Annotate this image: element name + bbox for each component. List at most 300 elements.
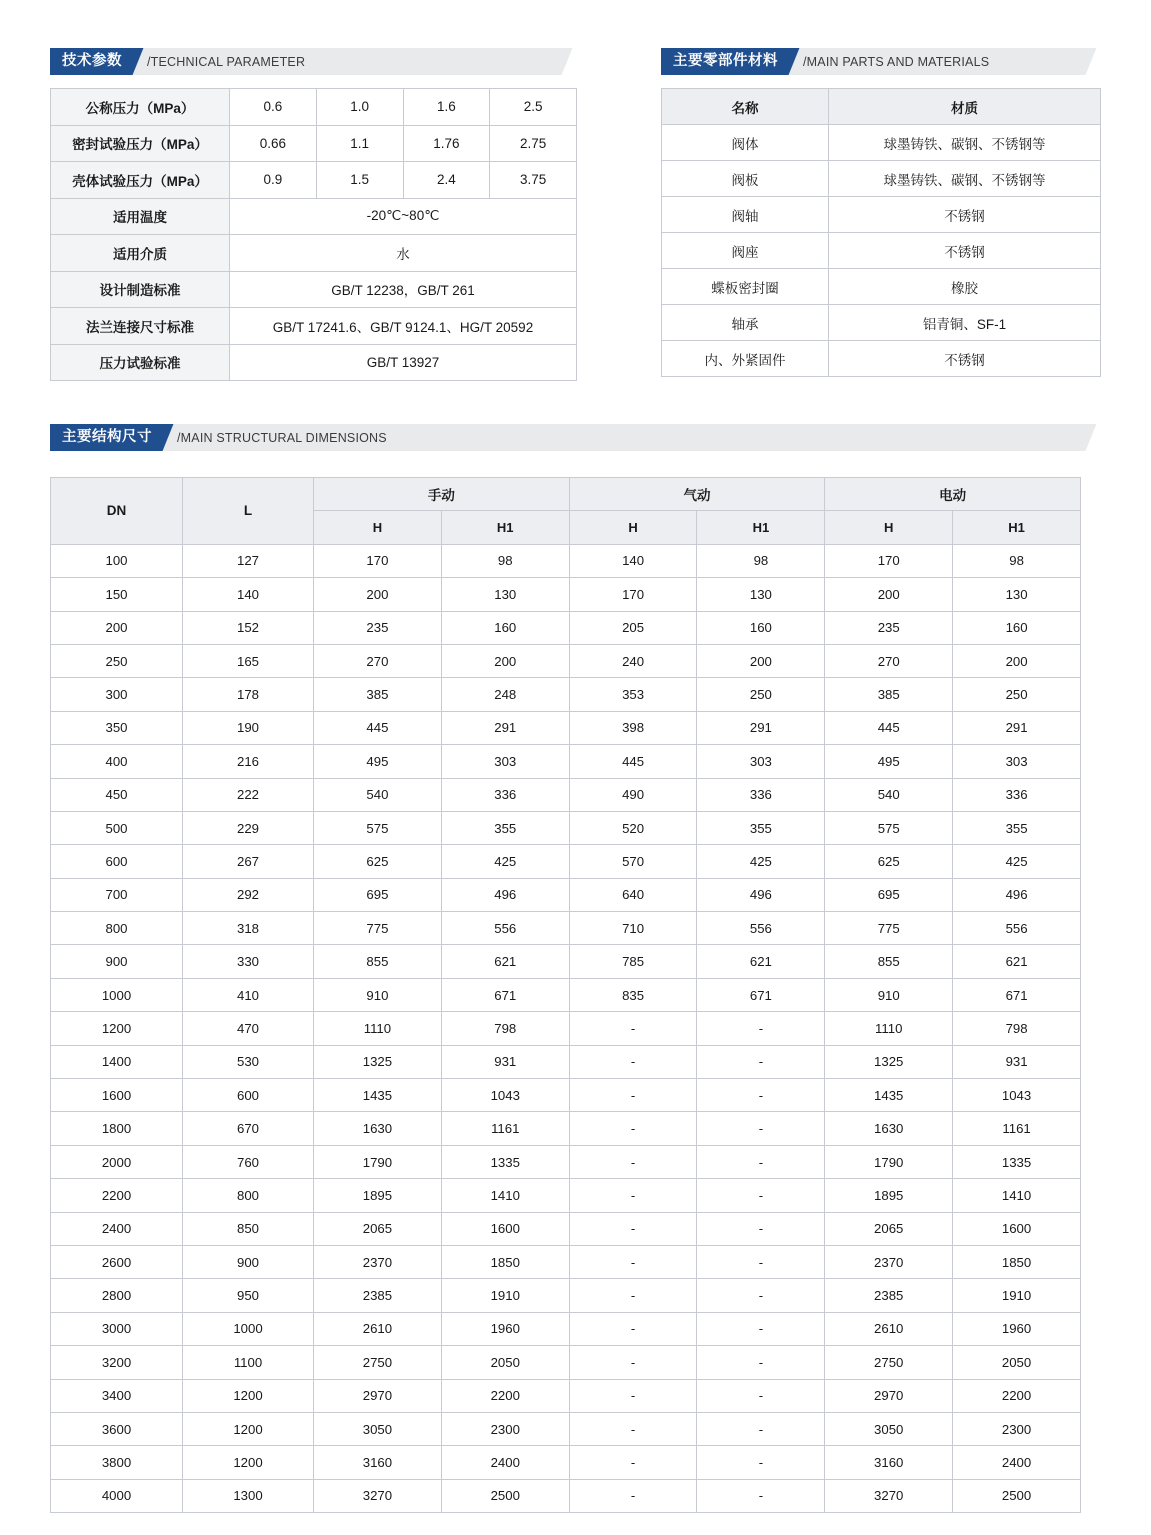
dimension-value: 775: [825, 912, 953, 945]
dimension-value: 495: [825, 745, 953, 778]
dimension-value: 910: [825, 978, 953, 1011]
dimension-value: 540: [314, 778, 442, 811]
dimension-dn: 300: [51, 678, 183, 711]
dimension-value: 496: [441, 878, 569, 911]
dimension-dn: 200: [51, 611, 183, 644]
dimension-value: 200: [697, 644, 825, 677]
dimension-value: 900: [183, 1245, 314, 1278]
dimension-value: 798: [953, 1012, 1081, 1045]
dimension-value: -: [697, 1446, 825, 1479]
dimension-dn: 900: [51, 945, 183, 978]
dimension-value: -: [697, 1379, 825, 1412]
dimension-value: 248: [441, 678, 569, 711]
dimension-value: -: [697, 1412, 825, 1445]
parameter-label: 适用介质: [51, 235, 230, 272]
dimension-value: -: [697, 1245, 825, 1278]
parameter-value: 1.76: [403, 125, 490, 162]
dimension-value: 170: [569, 578, 697, 611]
column-group-header: 手动: [314, 478, 570, 511]
parameter-value: 0.9: [230, 162, 317, 199]
dimension-value: 205: [569, 611, 697, 644]
table-row: [51, 198, 577, 235]
parameter-value: GB/T 12238，GB/T 261: [230, 271, 577, 308]
dimension-dn: 1600: [51, 1079, 183, 1112]
header-tail-shape: [562, 48, 577, 75]
dimension-value: -: [569, 1279, 697, 1312]
parameter-value: 1.1: [316, 125, 403, 162]
dimension-value: 165: [183, 644, 314, 677]
main-structural-dimensions-table: [50, 477, 1081, 1513]
dimension-value: 1335: [953, 1145, 1081, 1178]
dimension-dn: 500: [51, 811, 183, 844]
dimension-value: 98: [697, 544, 825, 577]
dimension-dn: 3800: [51, 1446, 183, 1479]
dimension-value: -: [697, 1112, 825, 1145]
dimension-value: 336: [441, 778, 569, 811]
dimension-value: 291: [953, 711, 1081, 744]
dimension-value: 330: [183, 945, 314, 978]
dimension-value: 3270: [314, 1479, 442, 1512]
dimension-value: 170: [314, 544, 442, 577]
table-row: [662, 269, 1101, 305]
dimensions-table-wrap: [50, 477, 1081, 1513]
dimension-value: 1110: [314, 1012, 442, 1045]
table-row: [51, 544, 1081, 577]
dimension-value: -: [569, 1379, 697, 1412]
part-material: 不锈钢: [829, 233, 1101, 269]
dimension-value: 1790: [825, 1145, 953, 1178]
table-row: [51, 1412, 1081, 1445]
table-row: [51, 1045, 1081, 1078]
dimension-dn: 2600: [51, 1245, 183, 1278]
dimension-value: 1895: [314, 1179, 442, 1212]
table-row: [51, 678, 1081, 711]
dimension-value: -: [697, 1212, 825, 1245]
dimension-value: -: [569, 1446, 697, 1479]
part-name: 阀座: [662, 233, 829, 269]
table-row: [51, 1279, 1081, 1312]
dimension-value: 98: [953, 544, 1081, 577]
dimension-value: 855: [314, 945, 442, 978]
table-row: [51, 912, 1081, 945]
dimension-value: 2300: [441, 1412, 569, 1445]
dimension-value: 775: [314, 912, 442, 945]
dimension-value: 229: [183, 811, 314, 844]
column-subheader: H: [825, 511, 953, 544]
dimension-value: 385: [825, 678, 953, 711]
dimension-value: 160: [441, 611, 569, 644]
dimension-value: 1161: [441, 1112, 569, 1145]
parameter-value: 0.6: [230, 89, 317, 126]
dimension-value: 575: [825, 811, 953, 844]
table-row: [51, 1346, 1081, 1379]
dimension-value: 910: [314, 978, 442, 1011]
dimension-value: 1600: [441, 1212, 569, 1245]
table-row: [51, 644, 1081, 677]
dimension-value: 556: [697, 912, 825, 945]
dimension-dn: 4000: [51, 1479, 183, 1512]
table-row: [51, 125, 577, 162]
parameter-value: 2.4: [403, 162, 490, 199]
table-row: [51, 1212, 1081, 1245]
main-parts-materials-table: [661, 88, 1101, 377]
dimension-value: -: [569, 1312, 697, 1345]
dimension-value: 2065: [314, 1212, 442, 1245]
dimension-value: 355: [441, 811, 569, 844]
technical-parameter-title-cn: 技术参数: [50, 48, 132, 75]
dimension-value: 1161: [953, 1112, 1081, 1145]
dimension-value: 671: [441, 978, 569, 1011]
table-row: [51, 845, 1081, 878]
main-structural-dimensions-header: [50, 424, 1101, 451]
dimension-dn: 2200: [51, 1179, 183, 1212]
parameter-value: 0.66: [230, 125, 317, 162]
dimension-value: 160: [953, 611, 1081, 644]
part-name: 阀轴: [662, 197, 829, 233]
dimension-value: -: [569, 1346, 697, 1379]
table-row: [51, 235, 577, 272]
table-row: [662, 197, 1101, 233]
dimension-value: 2370: [825, 1245, 953, 1278]
column-subheader: H1: [441, 511, 569, 544]
dimension-value: 621: [953, 945, 1081, 978]
dimension-value: 850: [183, 1212, 314, 1245]
dimension-dn: 800: [51, 912, 183, 945]
dimension-value: 1000: [183, 1312, 314, 1345]
dimension-value: 2750: [825, 1346, 953, 1379]
dimension-value: -: [569, 1179, 697, 1212]
dimension-value: 2500: [441, 1479, 569, 1512]
dimension-value: 250: [697, 678, 825, 711]
dimension-value: -: [569, 1245, 697, 1278]
dimension-value: 130: [697, 578, 825, 611]
dimension-value: 2750: [314, 1346, 442, 1379]
dimension-value: 625: [825, 845, 953, 878]
part-material: 不锈钢: [829, 341, 1101, 377]
dimension-value: -: [569, 1079, 697, 1112]
part-material: 橡胶: [829, 269, 1101, 305]
parameter-value: 水: [230, 235, 577, 272]
column-header: 名称: [662, 89, 829, 125]
column-header-l: L: [183, 478, 314, 545]
dimension-value: 2050: [441, 1346, 569, 1379]
table-row: [51, 1479, 1081, 1512]
dimension-value: 2385: [825, 1279, 953, 1312]
dimension-value: 2970: [825, 1379, 953, 1412]
column-subheader: H1: [697, 511, 825, 544]
dimension-value: 1630: [825, 1112, 953, 1145]
dimension-value: 1630: [314, 1112, 442, 1145]
dimension-value: 291: [441, 711, 569, 744]
dimension-value: 931: [441, 1045, 569, 1078]
dimension-value: 152: [183, 611, 314, 644]
column-header: 材质: [829, 89, 1101, 125]
table-row: [51, 1245, 1081, 1278]
dimension-value: 621: [697, 945, 825, 978]
table-header-row: [662, 89, 1101, 125]
table-row: [51, 1312, 1081, 1345]
dimension-value: 3270: [825, 1479, 953, 1512]
part-name: 阀体: [662, 125, 829, 161]
dimension-value: 695: [314, 878, 442, 911]
dimension-value: 355: [697, 811, 825, 844]
dimension-dn: 2000: [51, 1145, 183, 1178]
part-name: 轴承: [662, 305, 829, 341]
dimension-value: 1960: [441, 1312, 569, 1345]
part-material: 铝青铜、SF-1: [829, 305, 1101, 341]
dimension-value: 267: [183, 845, 314, 878]
parameter-label: 法兰连接尺寸标准: [51, 308, 230, 345]
dimension-value: -: [697, 1179, 825, 1212]
dimension-value: 127: [183, 544, 314, 577]
dimensions-title-cn: 主要结构尺寸: [50, 424, 162, 451]
dimension-value: 3050: [314, 1412, 442, 1445]
dimension-value: 556: [441, 912, 569, 945]
dimension-value: 640: [569, 878, 697, 911]
technical-parameter-title-en: /TECHNICAL PARAMETER: [147, 54, 306, 69]
dimension-value: 1600: [953, 1212, 1081, 1245]
dimension-value: 835: [569, 978, 697, 1011]
dimension-value: 1043: [441, 1079, 569, 1112]
table-row: [662, 161, 1101, 197]
dimension-value: 1325: [825, 1045, 953, 1078]
parameter-label: 壳体试验压力（MPa）: [51, 162, 230, 199]
dimension-value: 1850: [441, 1245, 569, 1278]
dimension-value: 1100: [183, 1346, 314, 1379]
table-row: [51, 162, 577, 199]
dimension-dn: 600: [51, 845, 183, 878]
dimension-dn: 2800: [51, 1279, 183, 1312]
dimension-value: 303: [953, 745, 1081, 778]
dimension-value: 1200: [183, 1446, 314, 1479]
dimension-value: 530: [183, 1045, 314, 1078]
dimension-value: 1043: [953, 1079, 1081, 1112]
dimension-value: -: [697, 1012, 825, 1045]
dimension-value: -: [697, 1045, 825, 1078]
dimension-dn: 2400: [51, 1212, 183, 1245]
dimension-value: 98: [441, 544, 569, 577]
dimension-value: 671: [697, 978, 825, 1011]
dimension-value: 445: [569, 745, 697, 778]
table-row: [51, 611, 1081, 644]
dimension-value: 160: [697, 611, 825, 644]
parameter-label: 适用温度: [51, 198, 230, 235]
dimension-value: -: [697, 1479, 825, 1512]
dimension-value: 130: [953, 578, 1081, 611]
table-row: [51, 1379, 1081, 1412]
dimension-value: 292: [183, 878, 314, 911]
table-row: [51, 344, 577, 381]
dimension-dn: 1000: [51, 978, 183, 1011]
table-row: [662, 233, 1101, 269]
column-group-header: 电动: [825, 478, 1081, 511]
column-header-dn: DN: [51, 478, 183, 545]
dimension-value: 495: [314, 745, 442, 778]
technical-parameter-section: [50, 48, 577, 381]
dimension-value: 2200: [953, 1379, 1081, 1412]
dimension-value: 950: [183, 1279, 314, 1312]
dimension-value: 353: [569, 678, 697, 711]
dimension-dn: 3000: [51, 1312, 183, 1345]
dimension-dn: 150: [51, 578, 183, 611]
dimension-value: 1325: [314, 1045, 442, 1078]
dimension-value: 1850: [953, 1245, 1081, 1278]
dimension-value: 520: [569, 811, 697, 844]
dimension-value: 425: [697, 845, 825, 878]
table-row: [662, 125, 1101, 161]
dimension-dn: 400: [51, 745, 183, 778]
technical-parameter-table: [50, 88, 577, 381]
dimension-value: 3160: [314, 1446, 442, 1479]
dimension-dn: 350: [51, 711, 183, 744]
dimension-value: 490: [569, 778, 697, 811]
dimension-value: -: [569, 1212, 697, 1245]
dimension-value: 355: [953, 811, 1081, 844]
dimension-value: 855: [825, 945, 953, 978]
dimension-value: 710: [569, 912, 697, 945]
dimension-value: 270: [825, 644, 953, 677]
dimension-value: 410: [183, 978, 314, 1011]
dimension-value: 3160: [825, 1446, 953, 1479]
dimension-value: 398: [569, 711, 697, 744]
table-row: [662, 305, 1101, 341]
dimension-value: 1200: [183, 1379, 314, 1412]
parameter-value: 1.5: [316, 162, 403, 199]
table-row: [51, 878, 1081, 911]
dimension-value: 1910: [953, 1279, 1081, 1312]
parameter-value: 2.5: [490, 89, 577, 126]
parameter-value: 1.0: [316, 89, 403, 126]
dimension-value: 2200: [441, 1379, 569, 1412]
dimension-value: 303: [441, 745, 569, 778]
dimension-value: 1435: [825, 1079, 953, 1112]
dimension-value: 1790: [314, 1145, 442, 1178]
part-name: 蝶板密封圈: [662, 269, 829, 305]
dimension-value: -: [569, 1145, 697, 1178]
part-material: 球墨铸铁、碳钢、不锈钢等: [829, 125, 1101, 161]
table-row: [51, 1012, 1081, 1045]
technical-parameter-header: [50, 48, 577, 75]
parameter-label: 压力试验标准: [51, 344, 230, 381]
parameter-label: 设计制造标准: [51, 271, 230, 308]
dimension-value: 1300: [183, 1479, 314, 1512]
dimension-value: 1435: [314, 1079, 442, 1112]
dimension-value: 575: [314, 811, 442, 844]
dimension-value: 445: [825, 711, 953, 744]
dimension-value: -: [569, 1412, 697, 1445]
dimension-value: 2065: [825, 1212, 953, 1245]
table-row: [51, 89, 577, 126]
dimension-value: 235: [314, 611, 442, 644]
dimension-value: -: [697, 1145, 825, 1178]
dimension-value: 336: [953, 778, 1081, 811]
dimension-value: 235: [825, 611, 953, 644]
part-material: 球墨铸铁、碳钢、不锈钢等: [829, 161, 1101, 197]
dimension-value: -: [569, 1112, 697, 1145]
table-row: [51, 1112, 1081, 1145]
main-parts-materials-section: [661, 48, 1101, 381]
dimension-value: -: [569, 1045, 697, 1078]
dimension-value: 303: [697, 745, 825, 778]
dimension-value: 670: [183, 1112, 314, 1145]
parameter-value: -20℃~80℃: [230, 198, 577, 235]
top-section-row: [50, 48, 1101, 381]
table-row: [51, 578, 1081, 611]
parameter-value: GB/T 17241.6、GB/T 9124.1、HG/T 20592: [230, 308, 577, 345]
dimension-value: -: [697, 1279, 825, 1312]
dimension-value: 425: [953, 845, 1081, 878]
dimension-value: 200: [825, 578, 953, 611]
table-row: [51, 978, 1081, 1011]
dimension-dn: 3200: [51, 1346, 183, 1379]
table-row: [51, 945, 1081, 978]
dimension-value: 170: [825, 544, 953, 577]
dimension-value: 250: [953, 678, 1081, 711]
dimension-value: 318: [183, 912, 314, 945]
dimension-value: 540: [825, 778, 953, 811]
dimension-value: 425: [441, 845, 569, 878]
dimensions-title-en: /MAIN STRUCTURAL DIMENSIONS: [177, 430, 387, 445]
table-header-row: [51, 478, 1081, 511]
table-row: [51, 778, 1081, 811]
dimension-dn: 450: [51, 778, 183, 811]
dimension-dn: 700: [51, 878, 183, 911]
table-row: [662, 341, 1101, 377]
dimension-value: 2610: [825, 1312, 953, 1345]
dimension-value: 291: [697, 711, 825, 744]
dimension-dn: 3400: [51, 1379, 183, 1412]
table-row: [51, 308, 577, 345]
dimension-value: 222: [183, 778, 314, 811]
dimension-value: 190: [183, 711, 314, 744]
dimension-dn: 100: [51, 544, 183, 577]
dimension-value: 2300: [953, 1412, 1081, 1445]
parameter-value: 1.6: [403, 89, 490, 126]
dimension-value: 1410: [953, 1179, 1081, 1212]
dimension-value: 178: [183, 678, 314, 711]
dimension-value: 625: [314, 845, 442, 878]
dimension-value: -: [697, 1346, 825, 1379]
dimension-value: 800: [183, 1179, 314, 1212]
dimension-value: 2610: [314, 1312, 442, 1345]
dimension-value: 2500: [953, 1479, 1081, 1512]
dimension-value: 200: [953, 644, 1081, 677]
dimension-value: 798: [441, 1012, 569, 1045]
dimension-value: 2385: [314, 1279, 442, 1312]
dimension-value: 1110: [825, 1012, 953, 1045]
dimension-value: 200: [314, 578, 442, 611]
table-row: [51, 711, 1081, 744]
column-group-header: 气动: [569, 478, 825, 511]
dimension-value: 1960: [953, 1312, 1081, 1345]
part-name: 阀板: [662, 161, 829, 197]
dimension-value: 200: [441, 644, 569, 677]
dimension-value: 130: [441, 578, 569, 611]
parameter-label: 密封试验压力（MPa）: [51, 125, 230, 162]
table-row: [51, 1446, 1081, 1479]
dimension-value: 2370: [314, 1245, 442, 1278]
dimension-value: 785: [569, 945, 697, 978]
main-parts-materials-header: [661, 48, 1101, 75]
dimension-value: 931: [953, 1045, 1081, 1078]
dimension-value: 2970: [314, 1379, 442, 1412]
main-parts-title-cn: 主要零部件材料: [661, 48, 788, 75]
dimension-value: 556: [953, 912, 1081, 945]
dimension-value: 1335: [441, 1145, 569, 1178]
parameter-value: 3.75: [490, 162, 577, 199]
parameter-value: GB/T 13927: [230, 344, 577, 381]
dimension-value: 336: [697, 778, 825, 811]
